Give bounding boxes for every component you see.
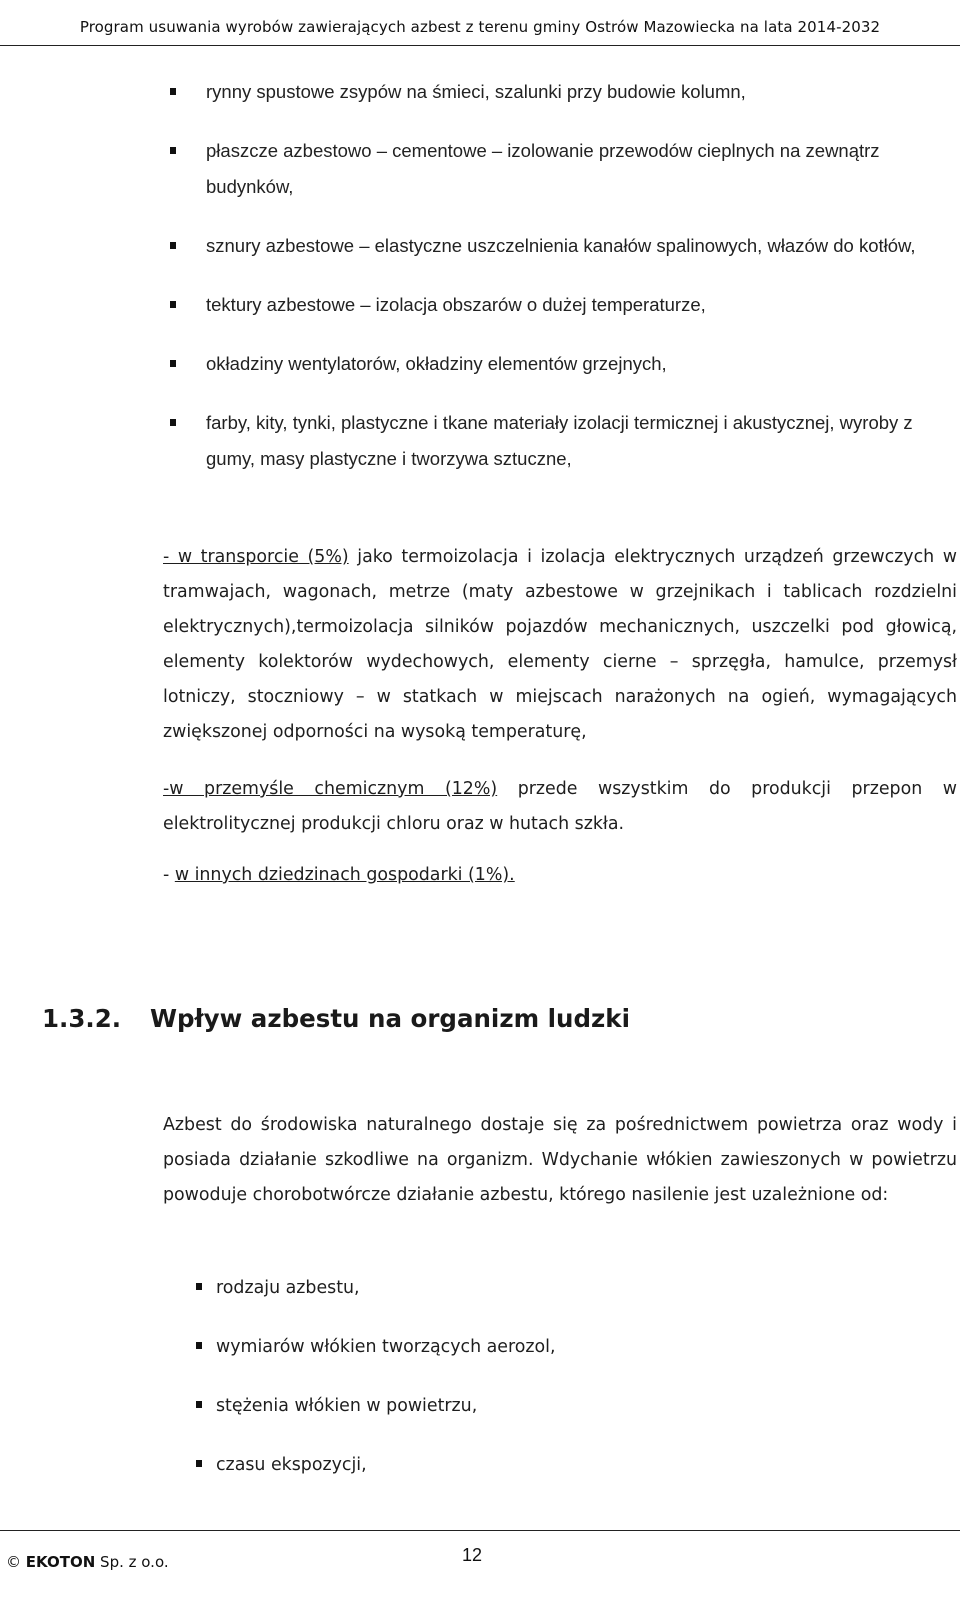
square-bullet-icon [196,1283,202,1290]
company-suffix: Sp. z o.o. [95,1553,169,1571]
intro-paragraph: Azbest do środowiska naturalnego dostaje się za pośrednictwem powietrza oraz wody i posiada działanie szkodliwe na organizm. Wdychanie włókien zawieszonych w powietrzu powoduje chorobotwórcze działanie azbestu, którego nasilenie jest uzależnione od: [163,1115,957,1205]
chemical-lead: -w przemyśle chemicznym (12%) [163,779,498,799]
other-lead: w innych dziedzinach gospodarki (1%). [174,865,515,885]
square-bullet-icon [196,1401,202,1408]
chemical-paragraph [163,772,957,842]
square-bullet-icon [170,301,176,308]
list-item [196,1388,896,1424]
transport-lead: - w transporcie (5%) [163,547,349,567]
square-bullet-icon [196,1342,202,1349]
list-item [196,1329,896,1365]
asbestos-uses-list [168,74,958,477]
list-item-text: rodzaju azbestu, [216,1278,360,1298]
list-item-text: stężenia włókien w powietrzu, [216,1396,478,1416]
page-footer [0,1530,960,1599]
transport-text: jako termoizolacja i izolacja elektrycznych urządzeń grzewczych w tramwajach, wagonach, metrze (maty azbestowe w grzejnikach i tablicach rozdzielni elektrycznych),termoizolacja silników pojazdów mechanicznych, uszczelki pod głowicą, elementy kolektorów wydechowych, elementy cierne – sprzęgła, hamulce, przemysł lotniczy, stoczniowy – w statkach w miejscach narażonych na ogień, wymagających zwiększonej odporności na wysoką temperaturę, [163,547,957,742]
list-item [168,287,958,323]
list-item-text: farby, kity, tynki, plastyczne i tkane materiały izolacji termicznej i akustycznej, wyroby z gumy, masy plastyczne i tworzywa sztuczne, [206,412,913,469]
list-item-text: czasu ekspozycji, [216,1455,367,1475]
list-item [196,1270,896,1306]
section-number: 1.3.2. [42,1004,122,1033]
square-bullet-icon [170,360,176,367]
list-item-text: płaszcze azbestowo – cementowe – izolowanie przewodów cieplnych na zewnątrz budynków, [206,140,880,197]
factors-list [196,1270,896,1506]
header-title: Program usuwania wyrobów zawierających azbest z terenu gminy Ostrów Mazowiecka na lata 2014-2032 [79,18,881,36]
square-bullet-icon [170,147,176,154]
square-bullet-icon [170,88,176,95]
page-number: 12 [462,1545,483,1565]
section-title: Wpływ azbestu na organizm ludzki [150,1004,630,1033]
list-item [168,346,958,382]
page-header [0,0,960,46]
list-item-text: wymiarów włókien tworzących aerozol, [216,1337,556,1357]
other-paragraph [163,858,957,893]
list-item-text: sznury azbestowe – elastyczne uszczelnienia kanałów spalinowych, włazów do kotłów, [206,235,916,256]
list-item [196,1447,896,1483]
square-bullet-icon [170,419,176,426]
company-name: EKOTON [25,1553,96,1571]
list-item [168,74,958,110]
list-item [168,133,958,205]
list-item [168,405,958,477]
section-heading [42,994,630,1044]
transport-paragraph [163,540,957,750]
chemical-text: przede wszystkim do produkcji przepon w elektrolitycznej produkcji chloru oraz w hutach szkła. [163,779,957,834]
square-bullet-icon [196,1460,202,1467]
other-prefix: - [163,865,175,885]
list-item [168,228,958,264]
list-item-text: tektury azbestowe – izolacja obszarów o dużej temperaturze, [206,294,706,315]
footer-copyright [6,1553,169,1571]
list-item-text: rynny spustowe zsypów na śmieci, szalunki przy budowie kolumn, [206,81,746,102]
list-item-text: okładziny wentylatorów, okładziny elementów grzejnych, [206,353,667,374]
square-bullet-icon [170,242,176,249]
copyright-icon: © [6,1553,21,1571]
